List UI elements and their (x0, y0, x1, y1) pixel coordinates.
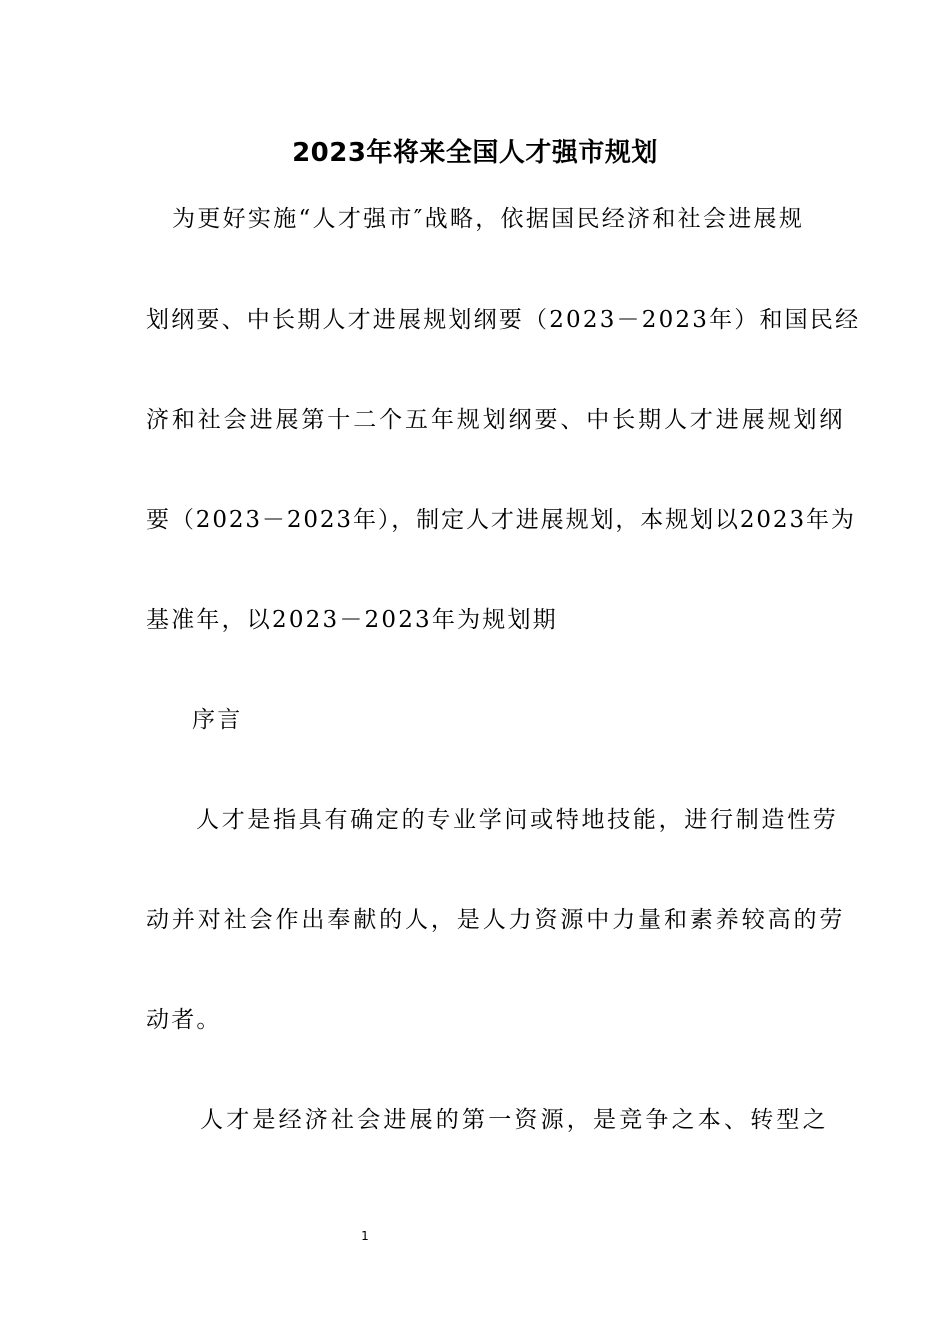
paragraph-line: 人才是指具有确定的专业学问或特地技能，进行制造性劳 (196, 807, 839, 833)
paragraph-line: 要（2023－2023年），制定人才进展规划，本规划以2023年为 (146, 507, 856, 533)
document-title: 2023年将来全国人才强市规划 (292, 138, 658, 168)
paragraph-line: 划纲要、中长期人才进展规划纲要（2023－2023年）和国民经 (146, 307, 861, 333)
section-heading-preface: 序言 (192, 707, 243, 733)
paragraph-line: 人才是经济社会进展的第一资源，是竞争之本、转型之 (200, 1107, 829, 1133)
page-number: 1 (361, 1229, 369, 1243)
paragraph-line: 济和社会进展第十二个五年规划纲要、中长期人才进展规划纲 (146, 407, 846, 433)
paragraph-line: 动者。 (146, 1007, 222, 1033)
paragraph-line: 动并对社会作出奉献的人，是人力资源中力量和素养较高的劳 (146, 907, 846, 933)
paragraph-line: 基准年，以2023－2023年为规划期 (146, 607, 558, 633)
paragraph-line: 为更好实施“人才强市″战略，依据国民经济和社会进展规 (172, 206, 805, 232)
